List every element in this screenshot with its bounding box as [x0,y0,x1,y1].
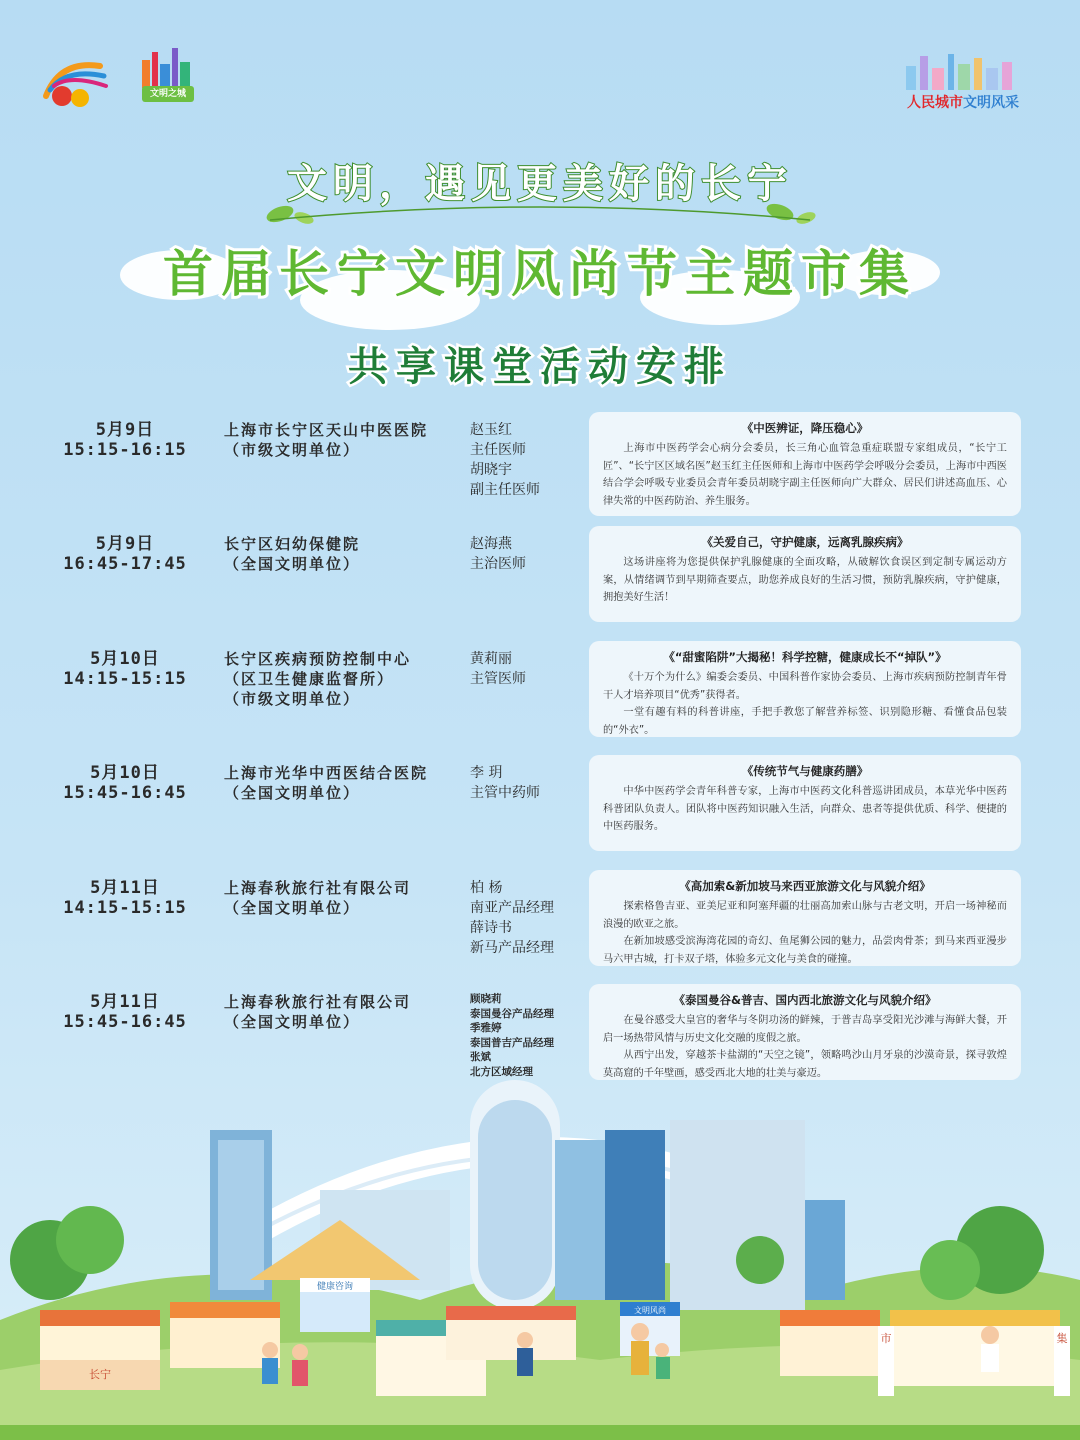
session-organizer [224,534,464,574]
session-card-text: 探索格鲁吉亚、亚美尼亚和阿塞拜疆的壮丽高加索山脉与古老文明，开启一场神秘而浪漫的欧亚之旅。 [603,901,1007,930]
session-card-text: 中华中医药学会青年科普专家，上海市中医药文化科普巡讲团成员，本草光华中医药科普团队负责人。团队将中医药知识融入生活，向群众、患者等提供优质、科学、便捷的中医药服务。 [603,786,1007,833]
session-datetime [40,992,210,1032]
people-city-label-a: 人民城市 [907,95,963,111]
session-card-title: 《传统节气与健康药膳》 [741,764,869,778]
session-card-title: 《高加索&新加坡马来西亚旅游文化与风貌介绍》 [679,879,931,893]
stall-sign-left: 长宁 [89,1368,111,1381]
org-line: （全国文明单位） [224,899,361,917]
speaker-line: 赵玉红 [470,422,512,438]
session-organizer [224,763,464,803]
main-title: 首届长宁文明风尚节主题市集 [163,245,917,303]
speaker-line: 张斌 [470,1051,491,1063]
session-card-text: 在新加坡感受滨海湾花园的奇幻、鱼尾狮公园的魅力，品尝肉骨茶；到马来西亚漫步马六甲古城，打卡双子塔，体验多元文化与美食的碰撞。 [603,936,1007,965]
speaker-line: 泰国曼谷产品经理 [470,1007,554,1020]
people-city-logo [898,52,1028,112]
session-time: 14:15-15:15 [63,669,187,689]
session-time: 16:45-17:45 [63,554,187,574]
session-time: 14:15-15:15 [63,898,187,918]
session-datetime [40,534,210,574]
speaker-line: 北方区域经理 [470,1065,533,1078]
session-card-text: 《十万个为什么》编委会委员、中国科普作家协会委员、上海市疾病预防控制青年骨干人才培养项目“优秀”获得者。 [603,672,1007,701]
session-card-text: 从西宁出发，穿越茶卡盐湖的“天空之镜”，领略鸣沙山月牙泉的沙漠奇景，探寻敦煌莫高窟的千年壁画，感受西北大地的壮美与豪迈。 [603,1050,1007,1079]
session-card [589,412,1021,516]
org-line: 上海市光华中西医结合医院 [224,764,429,782]
speaker-line: 主任医师 [470,442,526,458]
slogan: 文明，遇见更美好的长宁 [287,161,793,207]
civilization-city-logo [136,46,198,112]
session-datetime [40,878,210,918]
people-city-label-b: 文明风采 [963,95,1019,111]
session-card-title: 《“甜蜜陷阱”大揭秘！科学控糖，健康成长不“掉队”》 [663,650,947,664]
session-speakers [470,649,588,689]
session-date: 5月11日 [90,992,160,1012]
session-card [589,526,1021,622]
session-speakers [470,763,588,803]
session-card-title: 《中医辨证，降压稳心》 [741,421,869,435]
session-card-title: 《泰国曼谷&普吉、国内西北旅游文化与风貌介绍》 [673,993,937,1007]
session-time: 15:15-16:15 [63,440,187,460]
session-card-text: 这场讲座将为您提供保护乳腺健康的全面攻略，从破解饮食误区到定制专属运动方案，从情绪调节到早期筛查要点，助您养成良好的生活习惯，预防乳腺疾病，守护健康，拥抱美好生活！ [603,557,1007,604]
session-card-text: 上海市中医药学会心病分会委员，长三角心血管急重症联盟专家组成员，“长宁工匠”、“长宁区区域名医”赵玉红主任医师和上海市中医药学会呼吸分会委员，上海市中西医结合学会呼吸专业委员会青年委员胡晓宇副主任医师向广大群众、居民们讲述高血压、心律失常的中医药防治、养生服务。 [603,443,1007,507]
session-date: 5月9日 [95,534,155,554]
org-line: （全国文明单位） [224,555,361,573]
session-datetime [40,763,210,803]
people-city-label [898,92,1028,112]
session-card [589,755,1021,851]
speaker-line: 薛诗书 [470,920,512,936]
speaker-line: 南亚产品经理 [470,900,554,916]
session-date: 5月11日 [90,878,160,898]
org-line: （市级文明单位） [224,690,361,708]
org-line: （全国文明单位） [224,1013,361,1031]
session-organizer [224,420,464,460]
session-organizer [224,649,464,709]
org-line: （全国文明单位） [224,784,361,802]
session-organizer [224,878,464,918]
org-line: （区卫生健康监督所） [224,670,395,688]
speaker-line: 主管中药师 [470,785,540,801]
speaker-line: 主管医师 [470,671,526,687]
health-consult-sign: 健康咨询 [316,1282,354,1292]
civilization-city-label: 文明之城 [142,86,194,102]
speaker-line: 季雅婷 [470,1022,502,1034]
session-date: 5月9日 [95,420,155,440]
session-datetime [40,649,210,689]
speaker-line: 柏 杨 [470,880,503,896]
speaker-line: 泰国普吉产品经理 [470,1036,554,1049]
session-card-text: 在曼谷感受大皇宫的奢华与冬阴功汤的鲜辣，于普吉岛享受阳光沙滩与海鲜大餐，开启一场热带风情与历史文化交融的度假之旅。 [603,1015,1007,1044]
session-card [589,870,1021,966]
session-time: 15:45-16:45 [63,783,187,803]
org-line: （市级文明单位） [224,441,361,459]
market-sign-a: 市 [880,1332,892,1345]
session-datetime [40,420,210,460]
session-speakers [470,992,588,1079]
session-card [589,984,1021,1080]
market-scene-illustration [0,1070,1080,1440]
session-card [589,641,1021,737]
session-card-title: 《关爱自己，守护健康，远离乳腺疾病》 [701,535,909,549]
session-speakers [470,878,588,958]
session-date: 5月10日 [90,763,160,783]
speaker-line: 赵海燕 [470,536,512,552]
session-speakers [470,420,588,500]
speaker-line: 黄莉丽 [470,651,512,667]
session-card-text: 一堂有趣有料的科普讲座，手把手教您了解营养标签、识别隐形糖、看懂食品包装的“外衣”。 [603,707,1007,736]
speaker-line: 副主任医师 [470,482,540,498]
changning-logo [40,56,112,112]
session-organizer [224,992,464,1032]
org-line: 上海市长宁区天山中医医院 [224,421,429,439]
session-date: 5月10日 [90,649,160,669]
org-line: 上海春秋旅行社有限公司 [224,879,412,897]
speaker-line: 新马产品经理 [470,940,554,956]
speaker-line: 主治医师 [470,556,526,572]
org-line: 长宁区疾病预防控制中心 [224,650,412,668]
session-speakers [470,534,588,574]
speaker-line: 胡晓宇 [470,462,512,478]
session-time: 15:45-16:45 [63,1012,187,1032]
market-sign-b: 集 [1056,1332,1068,1345]
org-line: 长宁区妇幼保健院 [224,535,361,553]
sub-title: 共享课堂活动安排 [348,344,732,390]
speaker-line: 顾晓莉 [470,993,502,1005]
org-line: 上海春秋旅行社有限公司 [224,993,412,1011]
speaker-line: 李 玥 [470,765,503,781]
blue-stall-sign: 文明风尚 [634,1306,666,1315]
